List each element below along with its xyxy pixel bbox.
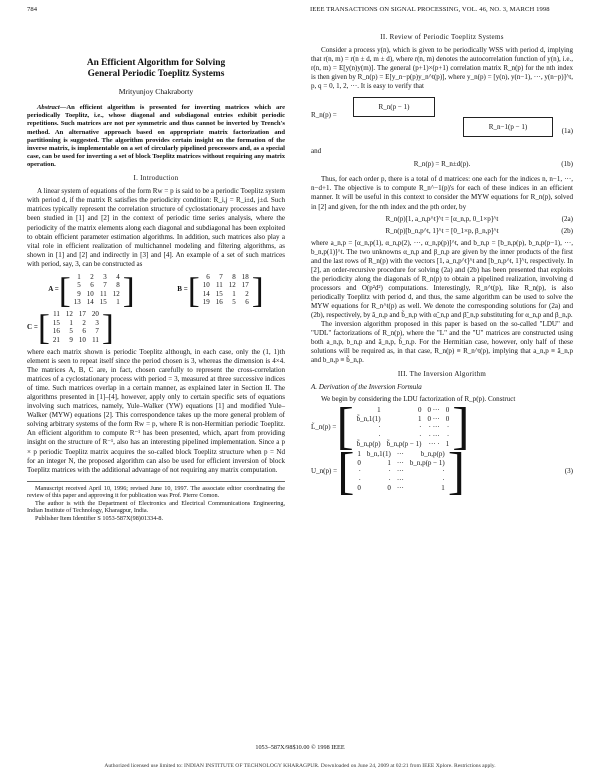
matrix-cell: b_n,p(p − 1) xyxy=(409,458,445,467)
matrix-cell: 15 xyxy=(215,289,223,298)
matrix-cell: 17 xyxy=(241,281,249,290)
matrix-cell: 1 xyxy=(232,289,236,298)
matrix-row xyxy=(354,423,453,431)
eq1b-number: (1b) xyxy=(561,160,573,169)
matrix-cell: · xyxy=(378,431,381,440)
matrix-cell: 12 xyxy=(112,289,120,298)
matrix-cell: · xyxy=(358,467,361,476)
matrix-row xyxy=(354,476,447,484)
matrix-cell: · xyxy=(388,467,391,476)
eq1a-upper-block: R_n(p − 1) xyxy=(353,97,435,117)
matrix-cell: 12 xyxy=(228,281,236,290)
matrix-cell: 11 xyxy=(53,310,60,319)
matrix-cell: · xyxy=(378,423,381,432)
matrix-cell: 9 xyxy=(69,335,73,344)
review-paragraph-3: where a_n,p = [α_n,p(1), α_n,p(2), ···, α_n,p(p)]^t, and b_n,p = [b_n,p(p), b_n,p(p−1), ···, b_n,p(1)]^t. The two unknowns α_n,p and β_n,p are given by the inner products of the first and the last rows of R_n(p) with the vectors [1, a_n,p^t]^t and [b_n,p^t, 1]^t, respectively. In [2], an order-recursive procedure for solving (2a) and (2b) has been presented that exploits the periodicity along the diagonals of R_n(p) to obtain a pipelined realization, involving d processors and O(p²d²) computations. Interestingly, R_n^t(p), like R_n(p), is also periodically Toeplitz with period d, and thus, the same algorithm can be used to solve the MYW equations for R_n^t(p) as well. We denote the corresponding solutions for (2a) and (2b), respectively, by ã_n,p and b̃_n,p with α̃_n,p and β̃_n,p substituting for α_n,p and β_n,p. xyxy=(311,238,573,320)
matrix-cell: 16 xyxy=(52,327,60,336)
right-column xyxy=(311,28,573,500)
matrix-cell: b̃_n,1(1) xyxy=(356,414,381,423)
left-column xyxy=(27,50,285,523)
matrix-cell: 3 xyxy=(103,272,107,281)
matrix-row xyxy=(354,467,447,475)
eq1a-block-matrix xyxy=(353,97,553,137)
matrix-cell: 11 xyxy=(99,289,107,298)
matrix-cell: 5 xyxy=(77,281,81,290)
matrix-row xyxy=(200,281,252,289)
matrix-cell: 16 xyxy=(215,297,223,306)
matrix-cell: ··· xyxy=(396,450,404,459)
matrix-cell: 9 xyxy=(77,289,81,298)
journal-header: IEEE TRANSACTIONS ON SIGNAL PROCESSING, VOL. 46, NO. 3, MARCH 1998 xyxy=(310,6,550,13)
matrix-cell: 1 xyxy=(357,450,361,459)
equation-2b xyxy=(311,227,573,236)
section-heading-introduction: I. Introduction xyxy=(133,174,179,183)
abstract-label: Abstract— xyxy=(37,104,67,112)
abstract-text: An efficient algorithm is presented for inverting matrices which are periodically Toeplitz, i.e., whose diagonal and subdiagonal entries exhibit periodic repetitions. Such matrices are not per symmetric and thus cannot be inverted by Trench's method. An alternative approach based on appropriate matrix factorization and partitioning is suggested. The algorithm provides certain insight on the formation of the inverse matrix, is implementable on a set of circularly pipelined processors and, as a special case, can be used for inverting a set of block Toeplitz matrices without requiring any matrix operation. xyxy=(27,104,285,169)
matrix-row xyxy=(71,290,123,298)
matrix-cell: · xyxy=(388,475,391,484)
matrix-row xyxy=(354,440,453,448)
matrix-cell: 7 xyxy=(219,272,223,281)
matrix-cell: 0 xyxy=(357,484,361,493)
matrix-row xyxy=(354,406,453,414)
matrix-cell: 15 xyxy=(99,297,107,306)
footnote-received: Manuscript received April 10, 1996; revised June 10, 1997. The associate editor coordinating the review of this paper and approving it for publication was Prof. Pierre Comon. xyxy=(27,484,285,500)
matrix-cell: 17 xyxy=(78,310,86,319)
intro-paragraph-1: A linear system of equations of the form Rw = p is said to be a periodic Toeplitz system with period d, if the matrix R satisfies the periodicity condition: R_i,j = R_i±d, j±d. Such matrices typically represent the correlation structure of cyclostationary processes and have been studied in [1] and [2] in the context of periodic time series analysis, where the periodicity of the matrix elements along each diagonal and subdiagonal has been exploited to obtain efficient parameter estimation algorithms. In addition, such matrices also play a vital role in efficient realization of multichannel modeling and filtering algorithms, as shown in [1] and [2] and indirectly in [3] and [4]. An example of a set of such matrices with period, say, 3, can be constructed as xyxy=(27,187,285,268)
matrix-row xyxy=(354,415,453,423)
matrix-L-label: L̃_n(p) = xyxy=(311,422,337,431)
page-number: 784 xyxy=(27,6,38,13)
matrix-cell: 10 xyxy=(86,289,94,298)
matrix-cell: 2 xyxy=(82,318,86,327)
matrix-cell: 11 xyxy=(92,335,99,344)
matrix-A: A = [ 1 2 3 4 5 6 7 8 9 10 11 12 13 14 15 1 ] xyxy=(48,269,135,310)
license-line: Authorized licensed use limited to: INDIAN INSTITUTE OF TECHNOLOGY KHARAGPUR. Downloaded on June 24, 2009 at 02:21 from IEEE Xplore. Restrictions apply. xyxy=(104,763,496,769)
matrix-cell: · xyxy=(446,431,450,440)
footnote-affiliation: The author is with the Department of Electronics and Electrical Communications Engineering, Indian Institute of Technology, Kharagpur, India. xyxy=(27,499,285,515)
eq1a-lhs: R_n(p) = xyxy=(311,111,337,120)
eq1a-number: (1a) xyxy=(561,127,573,136)
matrix-row xyxy=(71,281,123,289)
matrix-row xyxy=(71,298,123,306)
matrix-cell: 7 xyxy=(103,281,107,290)
matrix-B-label: B = xyxy=(177,285,188,294)
matrix-cell: 12 xyxy=(65,310,73,319)
matrix-cell: 13 xyxy=(73,297,81,306)
footnote xyxy=(27,481,285,523)
inversion-paragraph-1: We begin by considering the LDU factorization of R_p(p). Construct xyxy=(321,395,516,404)
matrix-cell: 20 xyxy=(91,310,99,319)
eq1b-text: R_n(p) = R_n±d(p). xyxy=(413,160,471,169)
matrix-row xyxy=(50,319,102,327)
matrix-cell: 5 xyxy=(232,297,236,306)
matrix-L: L̃_n(p) = [ 1 0 0 ··· 0 b̃_n,1(1) 1 0 ··· 0 · · · ··· · · · · ··· · b̃_n,p(p) b̃_n,p(p − 1) ··· · 1 ] xyxy=(311,398,470,456)
matrix-cell: 0 xyxy=(357,458,361,467)
matrix-cell: b_n,1(1) xyxy=(366,450,391,459)
matrix-AB xyxy=(27,269,285,310)
author: Mrityunjoy Chakraborty xyxy=(118,87,194,96)
footnote-identifier: Publisher Item Identifier S 1053-587X(98)01334-8. xyxy=(35,515,164,523)
matrix-cell: 18 xyxy=(241,272,249,281)
matrix-cell: 0 xyxy=(417,406,422,415)
eq2a-number: (2a) xyxy=(561,214,573,223)
matrix-C-table xyxy=(50,310,102,344)
matrix-cell: ··· · xyxy=(428,440,440,449)
matrix-cell: 8 xyxy=(232,272,236,281)
matrix-cell: 4 xyxy=(116,272,120,281)
matrix-cell: 1 xyxy=(417,414,422,423)
matrix-cell: · xyxy=(442,475,445,484)
matrix-row xyxy=(200,290,252,298)
eq1a-lower-block: R_n−1(p − 1) xyxy=(463,117,553,137)
matrix-cell: 0 xyxy=(445,406,450,415)
matrix-A-table xyxy=(71,273,123,307)
matrix-cell: 1 xyxy=(441,484,445,493)
matrix-cell: 10 xyxy=(202,281,210,290)
matrix-cell: b̃_n,p(p − 1) xyxy=(386,440,422,449)
matrix-row xyxy=(354,484,447,492)
matrix-cell: 1 xyxy=(77,272,81,281)
eq3-number: (3) xyxy=(564,466,573,475)
matrix-C-label: C = xyxy=(27,322,38,331)
matrix-cell: 1 xyxy=(69,318,73,327)
subsection-heading-derivation: A. Derivation of the Inversion Formula xyxy=(311,383,422,392)
matrix-row xyxy=(200,273,252,281)
eq2b-text: R_n(p)[b_n,p^t, 1]^t = [0_1×p, β_n,p]^t xyxy=(385,226,499,235)
review-paragraph-2: Thus, for each order p, there is a total of d matrices: one each for the indices n, n−1, ···, n−d+1. The objective is to compute R_n^−1(p)'s for each of these indices in an efficient manner. It will be useful in this context to consider the MYW equations for R_n(p), solved in [2] and given, for the nth index and the pth order, by xyxy=(311,175,573,211)
eq2a-text: R_n(p)[1, a_n,p^t]^t = [α_n,p, 0_1×p]^t xyxy=(385,214,499,223)
matrix-cell: · xyxy=(419,431,422,440)
matrix-row xyxy=(50,336,102,344)
matrix-cell: 11 xyxy=(215,281,223,290)
equation-1a xyxy=(311,97,573,141)
matrix-cell: 19 xyxy=(202,297,210,306)
matrix-cell: 1 xyxy=(445,440,450,449)
matrix-cell: · xyxy=(358,475,361,484)
abstract xyxy=(27,104,285,169)
matrix-row xyxy=(50,310,102,318)
matrix-cell: 15 xyxy=(52,318,60,327)
matrix-cell: 5 xyxy=(69,327,73,336)
matrix-row xyxy=(71,273,123,281)
matrix-C-line xyxy=(27,307,285,348)
matrix-cell: 1 xyxy=(377,406,381,415)
matrix-cell: 7 xyxy=(95,327,99,336)
matrix-cell: 6 xyxy=(90,281,94,290)
matrix-row xyxy=(354,432,453,440)
matrix-cell: b̃_n,p(p) xyxy=(356,440,381,449)
matrix-cell: · ··· xyxy=(428,423,440,432)
matrix-cell: 6 xyxy=(82,327,86,336)
matrix-cell: · xyxy=(446,423,450,432)
matrix-cell: · ··· xyxy=(428,431,440,440)
matrix-cell: ··· xyxy=(396,484,404,493)
matrix-B: B = [ 6 7 8 18 10 11 12 17 14 15 1 2 19 16 5 6 ] xyxy=(177,269,264,310)
matrix-cell: 0 xyxy=(445,414,450,423)
matrix-cell: ··· xyxy=(396,458,404,467)
equation-2a xyxy=(311,215,573,224)
eq2b-number: (2b) xyxy=(561,226,573,235)
matrix-row xyxy=(354,450,447,458)
matrix-cell: 6 xyxy=(206,272,210,281)
matrix-B-table xyxy=(200,273,252,307)
equation-1b xyxy=(311,160,573,169)
matrix-cell: · xyxy=(419,423,422,432)
matrix-cell: 3 xyxy=(95,318,99,327)
matrix-cell: 14 xyxy=(86,297,94,306)
matrix-cell: 1 xyxy=(387,458,391,467)
matrix-cell: 14 xyxy=(202,289,210,298)
matrix-cell: ··· xyxy=(396,475,404,484)
title-line-1: An Efficient Algorithm for Solving xyxy=(86,58,226,68)
matrix-cell: 1 xyxy=(116,297,120,306)
review-paragraph-1: Consider a process y(n), which is given to be periodically WSS with period d, implying that r(n, m) = r(n ± d, m ± d), where r(n, m) denotes the autocorrelation function of y(n), i.e., r(n, m) = E[y(n)y(m)]. The general (p+1)×(p+1) correlation matrix R_n(p) for the nth index is then given by R_n(p) = E[y_n−p(p)y_n^t(p)], where y_n(p) = [y(n), y(n−1), ···, y(n−p)]^t, p, q = 0, 1, 2, ···. It is easy to verify that xyxy=(311,46,573,91)
matrix-row xyxy=(200,298,252,306)
intro-paragraph-2: where each matrix shown is periodic Toeplitz although, in each case, only the (1, 1)th element is seen to repeat itself since the period chosen is 3, whereas the dimension is 4×4. The matrices A, B, C are, in fact, chosen carefully to represent the cross-correlation matrices of a cyclostationary process with period = 3, measured at three successive indices of time. Such matrices overlap in a certain manner, as explained later in Section II. The algorithms presented in [1]–[4], however, apply only to certain specific sets of equations involving such matrices, namely, Yule–Walker (YW) equations [1] and modified Yule–Walker (MYW) equations [2]. This correspondence takes up the more general problem of solving arbitrary systems of the form Rw = p, where R is non-Hermitian periodic Toeplitz. An efficient algorithm to compute R⁻¹ has been presented, which, apart from providing insight on the structure of R⁻¹, also has an interesting pipelined implementation. Since a p × p periodic Toeplitz matrix acquires the so-called block Toeplitz structure when p = Nd for an integer N, the proposed algorithm can also be used for efficient inversion of block Toeplitz matrices with the additional advantage of not requiring any matrix computation. xyxy=(27,348,285,474)
matrix-cell: 8 xyxy=(116,281,120,290)
matrix-cell: · xyxy=(442,467,445,476)
matrix-cell: 0 ··· xyxy=(427,406,440,415)
matrix-cell: 2 xyxy=(245,289,249,298)
matrix-cell: 2 xyxy=(90,272,94,281)
matrix-cell: ··· xyxy=(396,467,404,476)
matrix-A-label: A = xyxy=(48,285,59,294)
title-line-2: General Periodic Toeplitz Systems xyxy=(87,69,225,79)
review-and: and xyxy=(311,147,322,156)
matrix-cell: 0 ··· xyxy=(427,414,440,423)
matrix-row xyxy=(354,459,447,467)
section-heading-inversion: III. The Inversion Algorithm xyxy=(397,370,487,379)
matrix-U-table xyxy=(354,450,447,492)
matrix-cell: 21 xyxy=(52,335,60,344)
matrix-cell: 0 xyxy=(387,484,391,493)
matrix-cell: 6 xyxy=(245,297,249,306)
matrix-cell: b_n,p(p) xyxy=(420,450,445,459)
matrix-C: C = [ 11 12 17 20 15 1 2 3 16 5 6 7 21 9 10 11 ] xyxy=(27,307,114,348)
matrix-U-label: U_n(p) = xyxy=(311,466,338,475)
paper-title xyxy=(27,58,285,80)
section-heading-review: II. Review of Periodic Toeplitz Systems xyxy=(380,33,504,41)
matrix-cell: 10 xyxy=(78,335,86,344)
review-paragraph-4: The inversion algorithm proposed in this paper is based on the so-called "LDU" and "UDL" factorizations of R_n(p), where the "L" and the "U" matrices are constructed using both a_n,p, b_n,p and ã_n,p, b̃_n,p. For the Hermitian case, however, only half of these solutions will be required as, in that case, R_n(p) ≡ R_n^t(p), implying that a_n,p ≡ ã_n,p and b_n,p ≡ b̃_n,p. xyxy=(311,320,573,365)
matrix-row xyxy=(50,327,102,335)
matrix-U: U_n(p) = [ 1 b_n,1(1) ··· b_n,p(p) 0 1 ··· b_n,p(p − 1) · · ··· · · · ··· · 0 0 ··· 1 ] (3) xyxy=(311,442,573,500)
copyright-line: 1053–587X/98$10.00 © 1998 IEEE xyxy=(255,744,345,751)
matrix-L-table xyxy=(354,406,453,448)
